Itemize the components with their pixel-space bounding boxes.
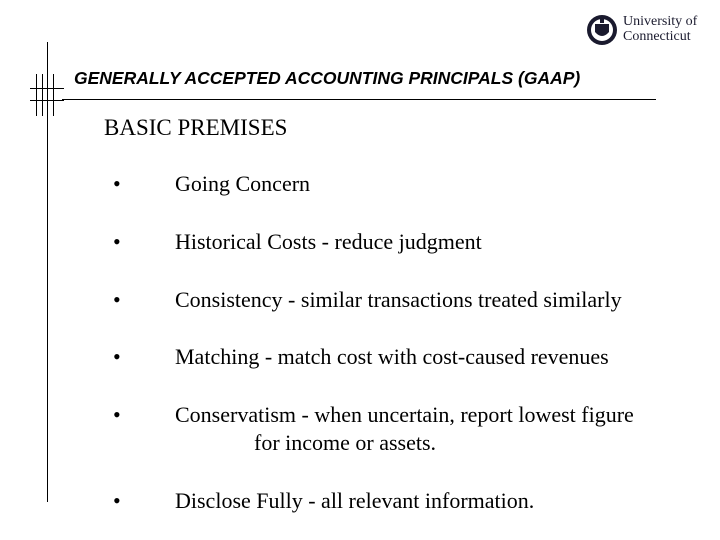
list-item-conservatism bbox=[175, 401, 634, 457]
bullet-marker: • bbox=[113, 402, 121, 427]
title-underline bbox=[62, 99, 656, 100]
list-item-continuation: for income or assets. bbox=[254, 430, 437, 455]
section-heading: BASIC PREMISES bbox=[104, 115, 288, 140]
slide-title: GENERALLY ACCEPTED ACCOUNTING PRINCIPALS (GAAP) bbox=[74, 68, 581, 88]
decorative-vertical-line bbox=[42, 74, 43, 116]
bullet-marker: • bbox=[113, 287, 121, 312]
bullet-marker: • bbox=[113, 344, 121, 369]
decorative-vertical-line bbox=[53, 74, 54, 116]
uconn-seal-icon bbox=[585, 12, 619, 48]
bullet-marker: • bbox=[113, 488, 121, 513]
list-item-text: Conservatism - when uncertain, report lowest figure bbox=[175, 402, 634, 427]
list-item-going-concern: Going Concern bbox=[175, 171, 311, 196]
decorative-vertical-line bbox=[47, 42, 48, 502]
bullet-marker: • bbox=[113, 171, 121, 196]
logo-line-1: University of bbox=[623, 14, 698, 29]
logo-wordmark bbox=[623, 14, 697, 44]
bullet-marker: • bbox=[113, 229, 121, 254]
list-item-disclose-fully: Disclose Fully - all relevant information. bbox=[175, 488, 535, 513]
decorative-horizontal-line bbox=[30, 88, 64, 89]
decorative-horizontal-line bbox=[30, 100, 64, 101]
decorative-vertical-line bbox=[36, 74, 37, 116]
university-logo bbox=[585, 12, 705, 48]
list-item-historical-costs: Historical Costs - reduce judgment bbox=[175, 229, 482, 254]
list-item-consistency: Consistency - similar transactions treated similarly bbox=[175, 287, 622, 312]
list-item-matching: Matching - match cost with cost-caused revenues bbox=[175, 344, 609, 369]
logo-line-2: Connecticut bbox=[623, 29, 691, 44]
